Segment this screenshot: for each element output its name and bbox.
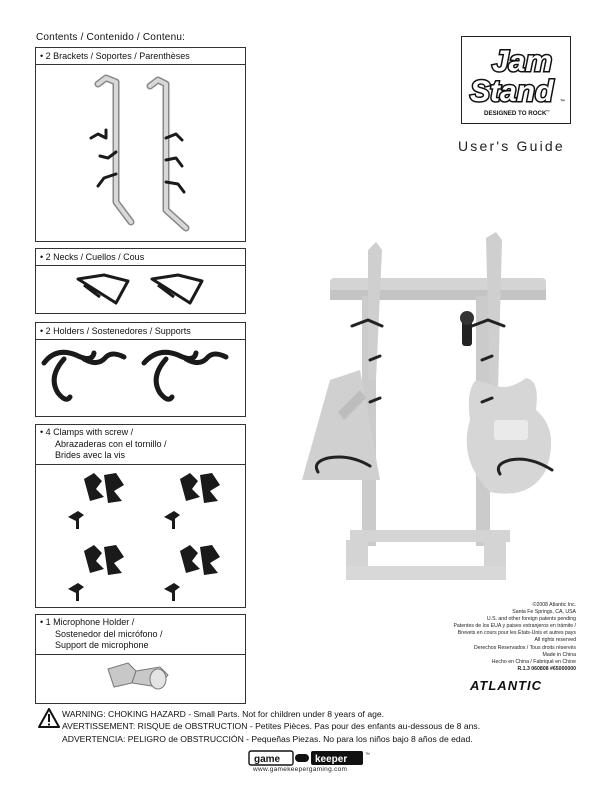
copyright-line: U.S. and other foreign patents pending	[486, 616, 576, 623]
copyright-block	[412, 602, 576, 673]
panel-mic-holder	[35, 614, 246, 704]
logo-tagline-tm: ™	[546, 109, 550, 114]
clamps-label	[36, 425, 245, 465]
copyright-line: Santa Fe Springs, CA, USA	[512, 609, 576, 616]
clamps-label-line3: Brides avec la vis	[55, 450, 126, 460]
mic-holder-illustration	[36, 653, 245, 705]
panel-necks	[35, 248, 246, 314]
warning-en: WARNING: CHOKING HAZARD - Small Parts. Not for children under 8 years of age.	[62, 709, 385, 719]
panel-brackets	[35, 47, 246, 242]
logo-tagline: DESIGNED TO ROCK	[484, 110, 547, 117]
mic-label-line1: • 1 Microphone Holder /	[40, 617, 135, 627]
copyright-line: Derechos Reservados / Tous droits réservés	[474, 644, 576, 651]
clamps-label-line2: Abrazaderas con el tornillo /	[55, 438, 167, 449]
copyright-line: Made in China	[542, 651, 576, 658]
logo-tm: ™	[560, 99, 565, 105]
clamps-label-line1: • 4 Clamps with screw /	[40, 427, 134, 437]
logo-word-stand: Stand	[470, 75, 554, 108]
holders-illustration	[36, 337, 245, 417]
panel-holders	[35, 322, 246, 417]
copyright-line: Hecho en China / Fabriqué en Chine	[491, 658, 576, 665]
warning-block	[62, 708, 480, 745]
necks-label: • 2 Necks / Cuellos / Cous	[36, 249, 245, 266]
website-url: www.gamekeepergaming.com	[253, 766, 348, 773]
mic-label-line3: Support de microphone	[55, 640, 149, 650]
brackets-label: • 2 Brackets / Soportes / Parenthèses	[36, 48, 245, 65]
logo-keeper: keeper	[315, 754, 348, 765]
copyright-line: Patentes de los EUA y paises extranjeros en trámite /	[453, 623, 576, 630]
logo-keeper-tm: ™	[365, 752, 370, 758]
gamepad-icon	[295, 754, 309, 762]
warning-fr: AVERTISSEMENT: RISQUE de OBSTRUCTION - Petites Pièces. Pas pour des enfants au-dessous de 8 ans.	[62, 721, 481, 732]
copyright-line: R.1.3 060808 #65000000	[517, 665, 576, 672]
mic-label-line2: Sostenedor del micrófono /	[55, 628, 163, 639]
warning-es: ADVERTENCIA: PELIGRO de OBSTRUCCIÓN - Pequeñas Piezas. No para los niños bajo 8 años de edad.	[62, 733, 473, 744]
holders-label: • 2 Holders / Sostenedores / Supports	[36, 323, 245, 340]
atlantic-logo: ATLANTIC	[470, 678, 543, 693]
jam-stand-logo-art	[462, 37, 570, 123]
warning-triangle-icon	[38, 708, 60, 728]
jam-stand-logo	[461, 36, 571, 124]
game-keeper-logo	[248, 750, 372, 766]
panel-clamps	[35, 424, 246, 608]
copyright-line: All rights reserved	[534, 637, 576, 644]
mic-label	[36, 615, 245, 655]
logo-game: game	[254, 754, 281, 765]
necks-illustration	[36, 263, 245, 313]
clamps-illustration	[36, 461, 245, 607]
stand-photo	[290, 230, 590, 600]
copyright-line: ©2008 Atlantic Inc.	[532, 602, 576, 608]
logo-word-jam: Jam	[492, 45, 553, 78]
users-guide-title: User's Guide	[458, 138, 565, 154]
microphone-icon	[460, 311, 474, 346]
brackets-illustration	[36, 62, 245, 242]
contents-title: Contents / Contenido / Contenu:	[36, 32, 186, 43]
copyright-line: Brevets en cours pour les États-Unis et autres pays	[457, 630, 576, 637]
